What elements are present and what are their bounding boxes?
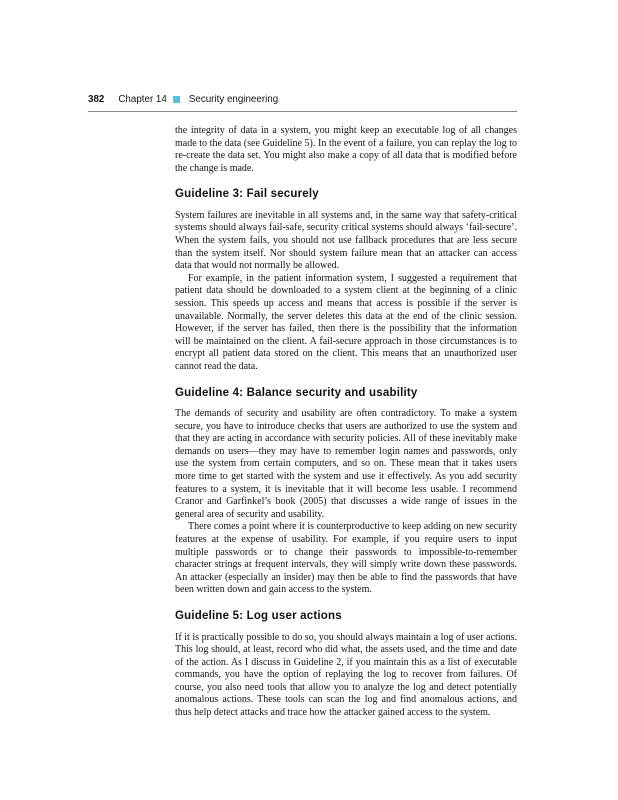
page-number: 382 [88,94,105,105]
book-page [88,94,517,720]
section-label: Security engineering [188,94,279,105]
guideline-5-heading: Guideline 5: Log user actions [175,610,342,622]
guideline-3-paragraph-2: For example, in the patient information system, I suggested a requirement that patient data should be downloaded to a system client at the beginning of a clinic session. This speeds up access and means that access is possible if the server is unavailable. Normally, the server deletes this data at the end of the clinic session. However, if the server has failed, then there is the possibility that the information will be maintained on the client. A fail-secure approach in those circumstances is to encrypt all patient data stored on the client. This means that an unauthorized user cannot read the data. [175,272,517,372]
guideline-5-paragraph-1: If it is practically possible to do so, you should always maintain a log of user actions. This log should, at least, record who did what, the assets used, and the time and date of the action. As I discuss in Guideline 2, if you maintain this as a list of executable commands, you have the option of replaying the log to recover from failures. Of course, you also need tools that allow you to analyze the log and detect potentially anomalous actions. These tools can scan the log and find anomalous actions, and thus help detect attacks and trace how the attacker gained access to the system. [175,631,517,719]
guideline-3-section [175,188,517,373]
guideline-4-paragraph-1: The demands of security and usability are often contradictory. To make a system secure, you have to introduce checks that users are authorized to use the system and that they are acting in accordance with security policies. All of these inevitably make demands on users—they may have to remember login names and passwords, only use the system from certain computers, and so on. These mean that it takes users more time to get started with the system and use it effectively. As you add security features to a system, it is inevitable that it will become less usable. I recommend Cranor and Garfinkel’s book (2005) that discusses a wide range of issues in the general area of security and usability. [175,408,517,520]
guideline-3-heading: Guideline 3: Fail securely [175,188,319,201]
guideline-5-section [175,610,517,720]
guideline-4-section [175,387,517,597]
chapter-label: Chapter 14 [118,94,167,105]
page-body [175,125,517,720]
page-header [88,94,517,112]
guideline-4-paragraph-2: There comes a point where it is counterproductive to keep adding on new security features at the expense of usability. For example, if you require users to input multiple passwords or to change their passwords to impossible-to-remember character strings at frequent intervals, they will simply write down these passwords. An attacker (especially an insider) may then be able to find the passwords that have been written down and gain access to the system. [175,521,517,596]
guideline-4-heading: Guideline 4: Balance security and usability [175,386,418,399]
section-bullet-icon [173,96,180,103]
intro-paragraph: the integrity of data in a system, you might keep an executable log of all changes made to the data (see Guideline 5). In the event of a failure, you can replay the log to re-create the data set. You might also make a copy of all data that is modified before the change is made. [175,125,517,174]
guideline-3-paragraph-1: System failures are inevitable in all systems and, in the same way that safety-critical systems should always fail-safe, security critical systems should always ‘fail-secure’. When the system fails, you should not use fallback procedures that are less secure than the system itself. Nor should system failure mean that an attacker can access data that would not normally be allowed. [175,209,517,272]
